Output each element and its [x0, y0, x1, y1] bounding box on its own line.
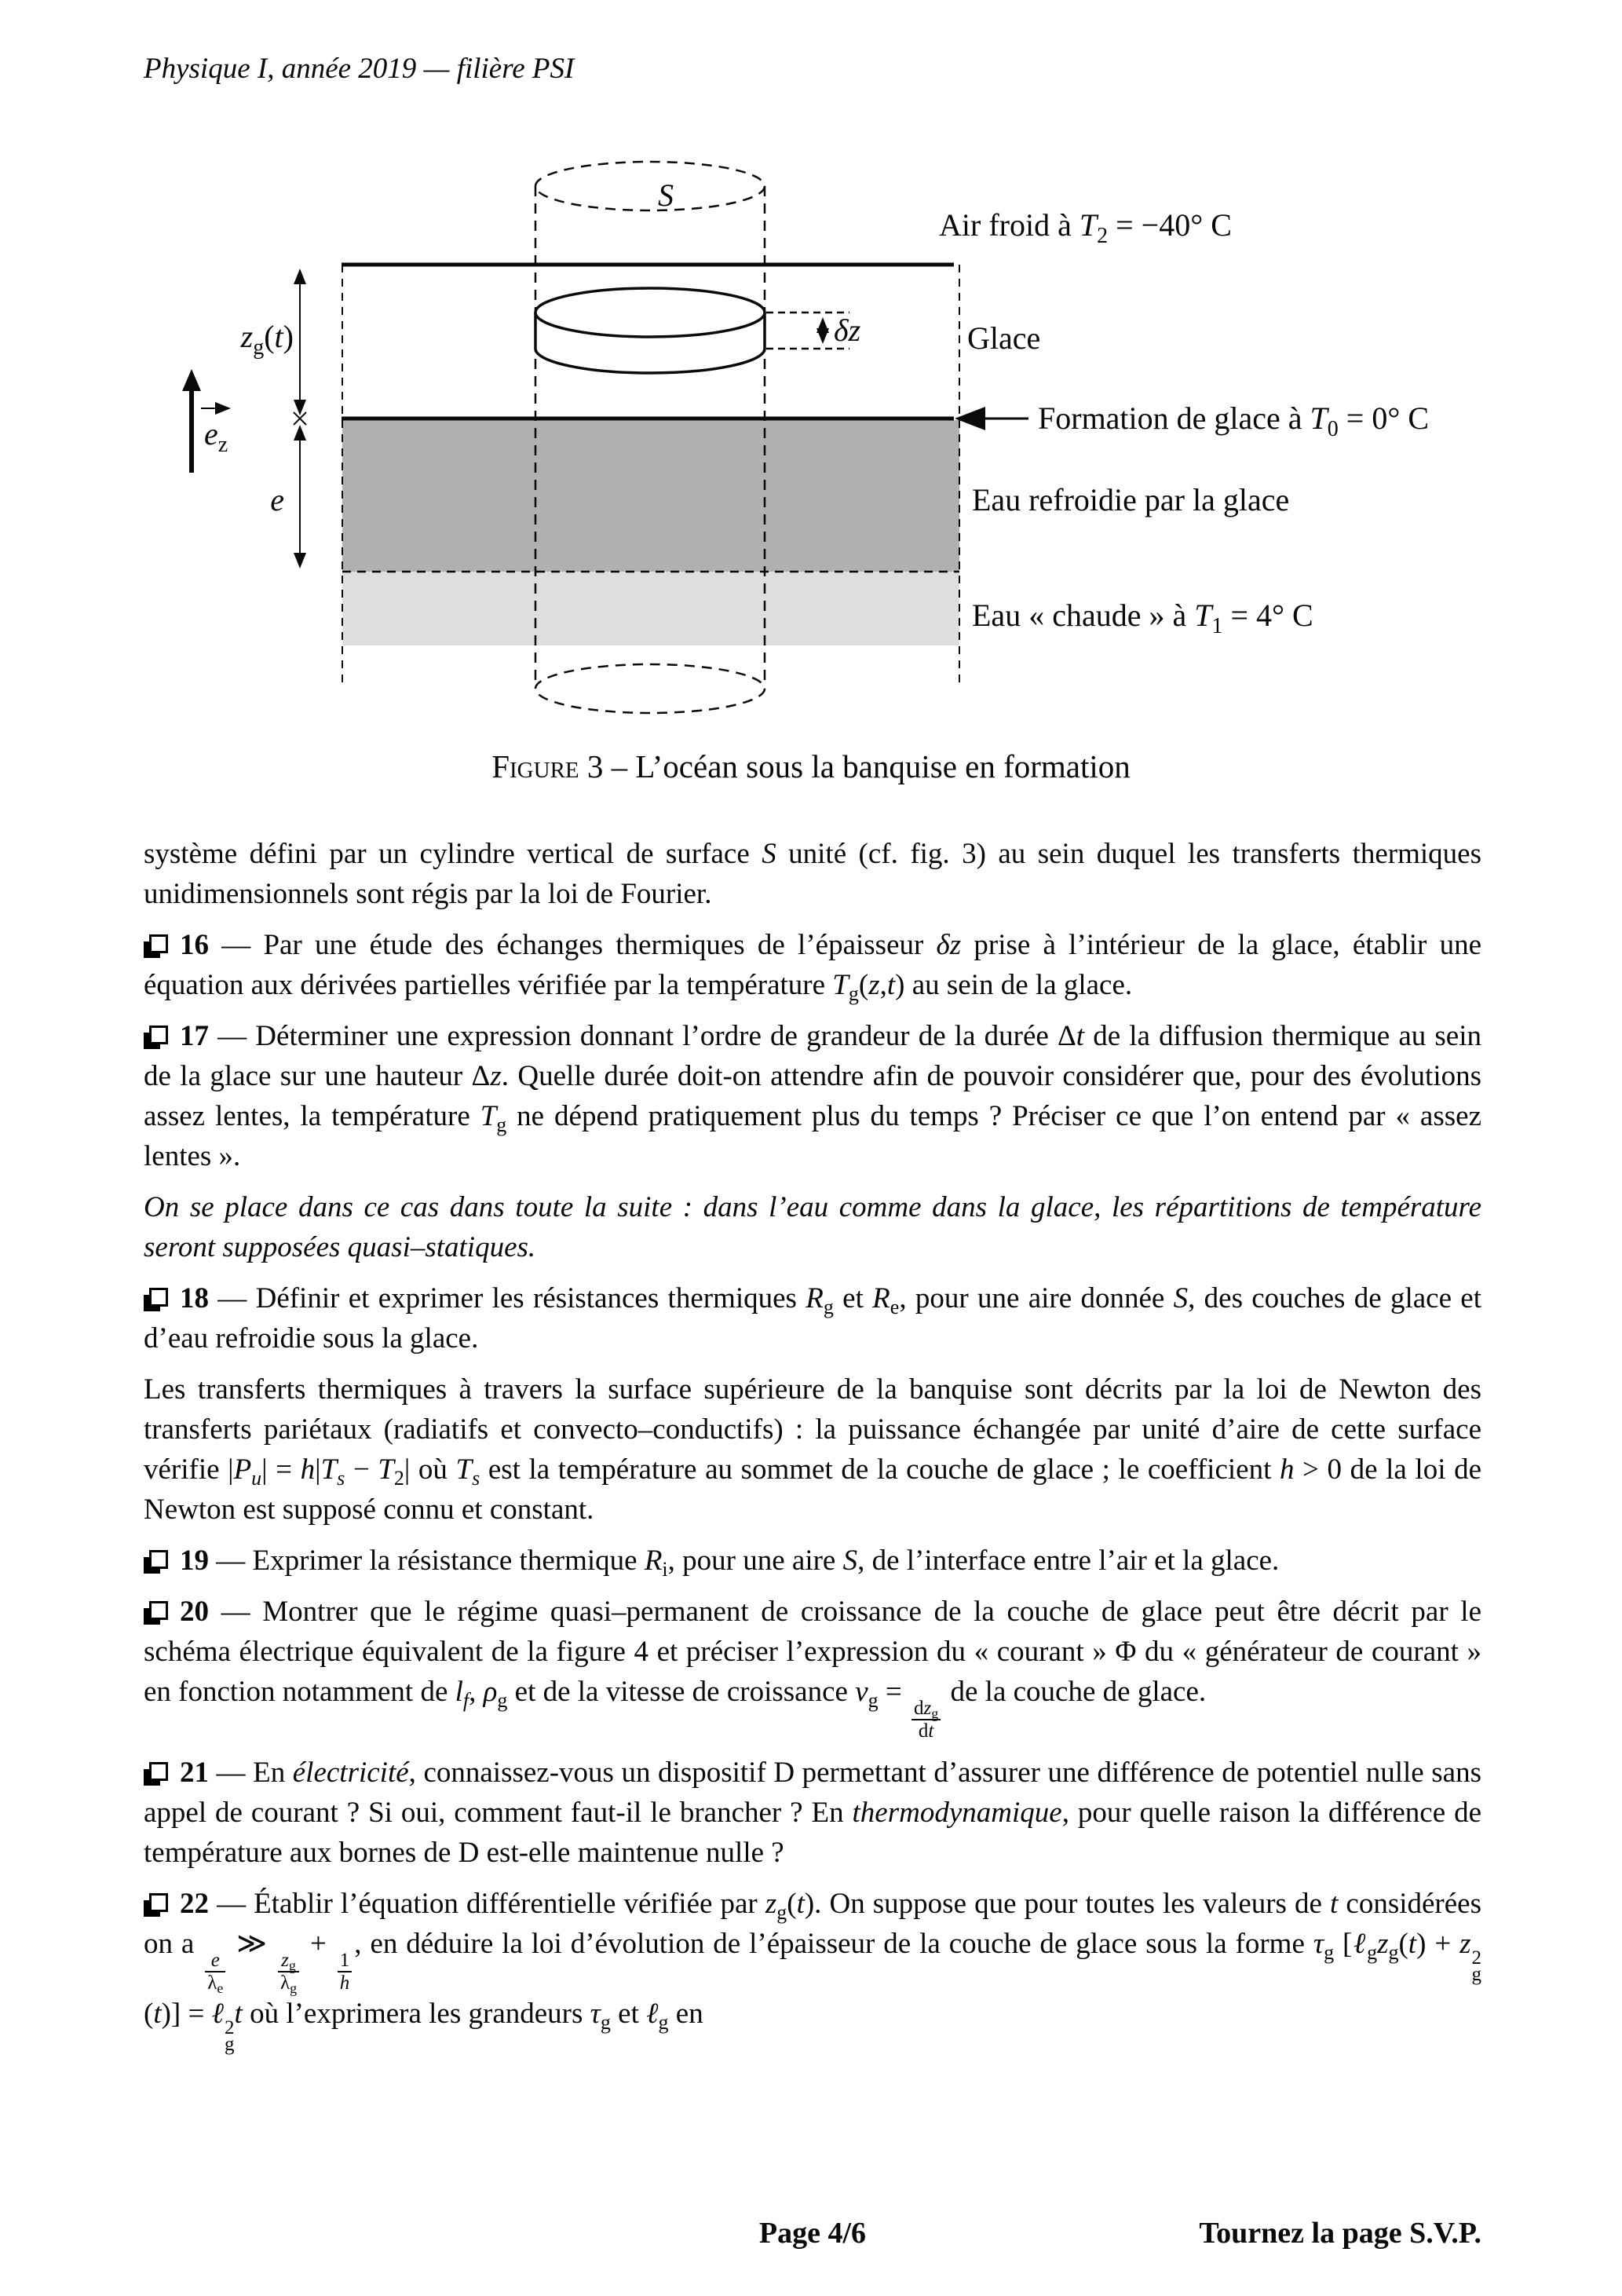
question-number: 16: [180, 929, 209, 961]
question-number: 20: [180, 1596, 209, 1628]
question-checkbox-icon: [144, 934, 167, 958]
page-header: Physique I, année 2019 — filière PSI: [144, 53, 575, 85]
question-number: 17: [180, 1020, 209, 1052]
cylinder-bottom-ellipse: [535, 664, 765, 713]
figure-caption: [0, 748, 1622, 785]
glace-label: Glace: [967, 320, 1041, 356]
question-number: 19: [180, 1545, 209, 1577]
e-depth-label: e: [270, 482, 284, 517]
figure-caption-text: 3 – L’océan sous la banquise en formation: [579, 748, 1131, 784]
air-froid-label: Air froid à $T_2 = -40^\circ$ C: [939, 207, 1232, 248]
question-checkbox-icon: [144, 1601, 167, 1625]
zg-label: $z_g(t)$: [240, 319, 294, 360]
figure-3-diagram: [141, 133, 1507, 754]
surface-s-label: S: [658, 177, 674, 213]
question-checkbox-icon: [144, 1550, 167, 1574]
page-number: Page 4/6: [758, 2217, 867, 2250]
inline-fraction: $\frac{z_g}{\lambda_g}$: [278, 1950, 299, 1994]
ez-label: $e_z$: [204, 416, 228, 457]
question-number: 22: [180, 1888, 209, 1920]
question-17: 17 — Déterminer une expression donnant l’ordre de grandeur de la durée Δt de la diffusion thermique au sein de la glace sur une hauteur Δz. Quelle durée doit-on attendre afin de pouvoir considérer que, pour des évolutions assez lentes, la température $T_g$ ne dépend pratiquement plus du temps ? Préciser ce que l’on entend par « assez lentes ».: [144, 1020, 1482, 1172]
question-22: 22 — Établir l’équation différentielle vérifiée par $z_g(t)$. On suppose que pour toutes les valeurs de t considérées on a $\frac{e}{\lambda_e}$ ≫ $\frac{z_g}{\lambda_g}$ + $\frac{1}{h}$ , en déduire la loi d’évolution de l’épaisseur de la couche de glace sous la forme $\tau_g$ [$\ell_gz_g(t) + z$ 2 g (t)] = ℓ 2 g t où l’exprimera les grandeurs $\tau_g$ et ℓ$_g$ en: [144, 1888, 1482, 2055]
question-21: 21 — En électricité, connaissez-vous un dispositif D permettant d’assurer une différence de potentiel nulle sans appel de courant ? Si oui, comment faut-il le brancher ? En thermodynamique, pour quelle raison la différence de température aux bornes de D est-elle maintenue nulle ?: [144, 1757, 1481, 1869]
question-20: 20 — Montrer que le régime quasi–permanent de croissance de la couche de glace peut être décrit par le schéma électrique équivalent de la figure 4 et préciser l’expression du « courant » Φ du « générateur de courant » en fonction notamment de $l_f$, $\rho_g$ et de la vitesse de croissance $v_g$ = $\frac{dz_g}{dt}$ de la couche de glace.: [144, 1596, 1481, 1742]
formation-glace-label: Formation de glace à $T_0 = 0^\circ$ C: [1038, 400, 1430, 441]
inline-fraction: $\frac{e}{\lambda_e}$: [205, 1950, 225, 1994]
paragraph: Les transferts thermiques à travers la surface supérieure de la banquise sont décrits par la loi de Newton des transferts pariétaux (radiatifs et convecto–conductifs) : la puissance échangée par unité d’aire de cette surface vérifie $|P_u| = h|T_s - T_2|$ où $T_s$ est la température au sommet de la couche de glace ; le coefficient h > 0 de la loi de Newton est supposé connu et constant.: [144, 1373, 1481, 1526]
question-18: 18 — Définir et exprimer les résistances thermiques $R_g$ et $R_e$, pour une aire donnée S, des couches de glace et d’eau refroidie sous la glace.: [144, 1282, 1481, 1355]
note-paragraph: On se place dans ce cas dans toute la suite : dans l’eau comme dans la glace, les répartitions de température seront supposées quasi–statiques.: [144, 1191, 1481, 1263]
figure-caption-prefix: Figure: [491, 748, 579, 784]
question-list: [144, 834, 1481, 2053]
cooled-water-layer: [342, 420, 959, 572]
question-checkbox-icon: [144, 1026, 167, 1049]
question-16: 16 — Par une étude des échanges thermiques de l’épaisseur δz prise à l’intérieur de la glace, établir une équation aux dérivées partielles vérifiée par la température $T_g(z,t)$ au sein de la glace.: [144, 929, 1482, 1005]
ice-slice-top-ellipse: [535, 288, 765, 337]
warm-water-layer: [342, 572, 959, 645]
question-checkbox-icon: [144, 1762, 167, 1786]
eau-chaude-label: Eau « chaude » à $T_1 = 4^\circ$ C: [972, 598, 1313, 638]
inline-supsub-stack: 2 g: [225, 2017, 235, 2055]
x-tick-marker: [294, 412, 306, 425]
dz-label: δz: [834, 313, 861, 348]
ez-axis-arrow-head: [182, 369, 201, 391]
question-number: 18: [180, 1282, 209, 1314]
question-number: 21: [180, 1757, 209, 1789]
eau-refroidie-label: Eau refroidie par la glace: [972, 482, 1290, 517]
question-19: 19 — Exprimer la résistance thermique $R_i$, pour une aire S, de l’interface entre l’air et la glace.: [144, 1541, 1481, 1581]
inline-fraction: $\frac{1}{h}$: [338, 1950, 353, 1994]
inline-supsub-stack: 2 g: [1471, 1947, 1482, 1985]
question-checkbox-icon: [144, 1288, 167, 1311]
cylinder-top-ellipse: [535, 162, 765, 210]
paragraph: système défini par un cylindre vertical de surface S unité (cf. fig. 3) au sein duquel les transferts thermiques unidimensionnels sont régis par la loi de Fourier.: [144, 838, 1481, 910]
turn-page-note: Tournez la page S.V.P.: [1199, 2217, 1481, 2250]
question-checkbox-icon: [144, 1893, 167, 1917]
inline-fraction: $\frac{dz_g}{dt}$: [911, 1698, 941, 1742]
